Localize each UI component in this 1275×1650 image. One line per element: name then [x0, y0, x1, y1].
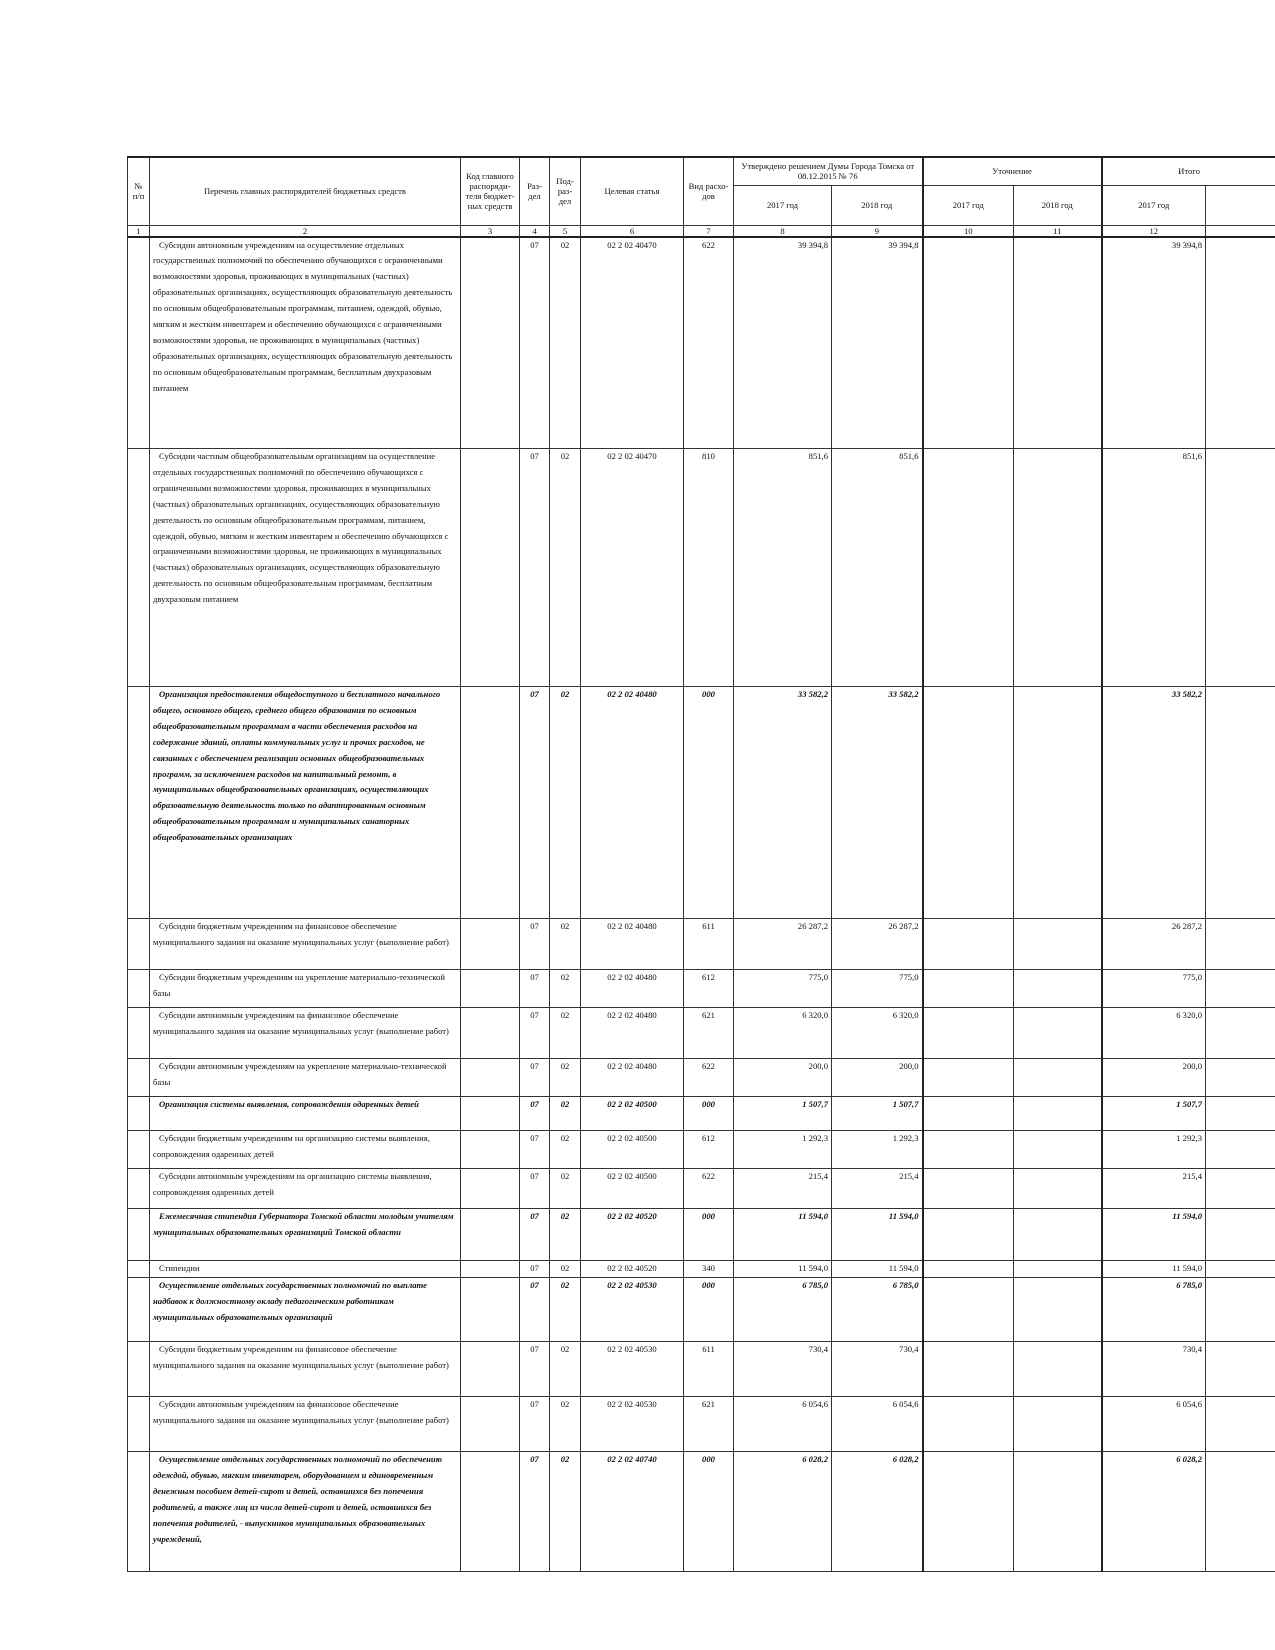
row-approved-2017: 26 287,2 — [734, 919, 832, 970]
row-clarify-2017 — [923, 1131, 1014, 1169]
row-grbs-code — [461, 687, 520, 919]
row-number — [128, 1278, 150, 1342]
row-expense-type: 621 — [684, 1397, 734, 1452]
row-razdel: 07 — [520, 687, 550, 919]
row-description: Стипендии — [150, 1261, 461, 1278]
row-expense-type: 621 — [684, 1008, 734, 1059]
row-total-2017: 215,4 — [1102, 1169, 1206, 1209]
row-description: Субсидии бюджетным учреждениям на финансовое обеспечение муниципального задания на оказание муниципальных услуг (выполнение работ) — [150, 919, 461, 970]
row-target-article: 02 2 02 40530 — [581, 1342, 684, 1397]
header-clarify-2018: 2018 год — [1014, 185, 1102, 225]
row-podrazdel: 02 — [550, 1008, 581, 1059]
row-grbs-code — [461, 1169, 520, 1209]
row-description: Субсидии бюджетным учреждениям на укрепление материально-технической базы — [150, 970, 461, 1008]
row-target-article: 02 2 02 40520 — [581, 1209, 684, 1261]
row-description: Субсидии частным общеобразовательным организациям на осуществление отдельных государственных полномочий по обеспечению обучающихся с ограниченными возможностями здоровья, проживающих в муниципальных (частных) образовательных организациях, осуществляющих образовательную деятельность по основным общеобразовательным программам, питанием, одеждой, обувью, мягким и жестким инвентарем и обеспечению обучающихся с ограниченными возможностями здоровья, не проживающих в муниципальных (частных) образовательных организациях, осуществляющих образовательную деятельность по основным общеобразовательным программам, бесплатным двухразовым питанием — [150, 449, 461, 687]
row-total-2018-cut — [1206, 237, 1275, 449]
row-total-2017: 11 594,0 — [1102, 1261, 1206, 1278]
row-total-2018-cut — [1206, 970, 1275, 1008]
row-clarify-2018 — [1014, 970, 1102, 1008]
row-razdel: 07 — [520, 1209, 550, 1261]
row-approved-2017: 11 594,0 — [734, 1209, 832, 1261]
row-approved-2018: 6 785,0 — [832, 1278, 923, 1342]
row-expense-type: 340 — [684, 1261, 734, 1278]
table-row — [128, 1008, 1275, 1059]
row-grbs-code — [461, 1278, 520, 1342]
row-target-article: 02 2 02 40500 — [581, 1169, 684, 1209]
row-clarify-2018 — [1014, 1097, 1102, 1131]
row-total-2017: 775,0 — [1102, 970, 1206, 1008]
row-expense-type: 612 — [684, 1131, 734, 1169]
row-podrazdel: 02 — [550, 1397, 581, 1452]
row-total-2017: 1 507,7 — [1102, 1097, 1206, 1131]
row-grbs-code — [461, 1059, 520, 1097]
row-total-2018-cut — [1206, 687, 1275, 919]
row-clarify-2017 — [923, 1397, 1014, 1452]
row-total-2017: 200,0 — [1102, 1059, 1206, 1097]
header-total-2018-cut — [1206, 185, 1275, 225]
row-total-2018-cut — [1206, 1452, 1275, 1572]
row-description: Субсидии автономным учреждениям на финансовое обеспечение муниципального задания на оказание муниципальных услуг (выполнение работ) — [150, 1397, 461, 1452]
row-target-article: 02 2 02 40500 — [581, 1131, 684, 1169]
row-podrazdel: 02 — [550, 1342, 581, 1397]
row-clarify-2017 — [923, 1209, 1014, 1261]
row-grbs-code — [461, 1209, 520, 1261]
row-number — [128, 1209, 150, 1261]
row-number — [128, 970, 150, 1008]
row-clarify-2018 — [1014, 919, 1102, 970]
row-total-2017: 6 054,6 — [1102, 1397, 1206, 1452]
row-clarify-2017 — [923, 1278, 1014, 1342]
row-target-article: 02 2 02 40530 — [581, 1278, 684, 1342]
row-grbs-code — [461, 237, 520, 449]
row-podrazdel: 02 — [550, 919, 581, 970]
row-target-article: 02 2 02 40480 — [581, 970, 684, 1008]
column-number: 1 — [128, 225, 150, 237]
row-target-article: 02 2 02 40530 — [581, 1397, 684, 1452]
table-row — [128, 1261, 1275, 1278]
row-clarify-2017 — [923, 970, 1014, 1008]
row-approved-2017: 39 394,8 — [734, 237, 832, 449]
row-podrazdel: 02 — [550, 970, 581, 1008]
row-grbs-code — [461, 1397, 520, 1452]
row-approved-2018: 6 320,0 — [832, 1008, 923, 1059]
row-razdel: 07 — [520, 1169, 550, 1209]
row-expense-type: 000 — [684, 687, 734, 919]
row-podrazdel: 02 — [550, 1131, 581, 1169]
row-approved-2017: 6 054,6 — [734, 1397, 832, 1452]
row-podrazdel: 02 — [550, 1261, 581, 1278]
row-approved-2017: 33 582,2 — [734, 687, 832, 919]
row-clarify-2018 — [1014, 1261, 1102, 1278]
row-podrazdel: 02 — [550, 449, 581, 687]
row-grbs-code — [461, 970, 520, 1008]
row-grbs-code — [461, 1131, 520, 1169]
row-clarify-2018 — [1014, 1209, 1102, 1261]
row-clarify-2017 — [923, 1452, 1014, 1572]
row-clarify-2017 — [923, 687, 1014, 919]
header-total: Итого — [1102, 157, 1275, 185]
row-total-2018-cut — [1206, 1342, 1275, 1397]
row-approved-2018: 33 582,2 — [832, 687, 923, 919]
row-expense-type: 000 — [684, 1209, 734, 1261]
row-description: Организация предоставления общедоступного и бесплатного начального общего, основного общего, среднего общего образования по основным общеобразовательным программам в части обеспечения расходов на содержание зданий, оплаты коммунальных услуг и прочих расходов, не связанных с обеспечением реализации основных общеобразовательных программ, за исключением расходов на капитальный ремонт, в муниципальных общеобразовательных организациях, осуществляющих образовательную деятельность только по адаптированным основным общеобразовательным программам и муниципальных санаторных общеобразовательных организациях — [150, 687, 461, 919]
row-podrazdel: 02 — [550, 1209, 581, 1261]
table-row — [128, 237, 1275, 449]
column-number: 7 — [684, 225, 734, 237]
row-expense-type: 611 — [684, 1342, 734, 1397]
row-approved-2017: 1 507,7 — [734, 1097, 832, 1131]
row-razdel: 07 — [520, 1397, 550, 1452]
row-clarify-2017 — [923, 237, 1014, 449]
row-razdel: 07 — [520, 449, 550, 687]
row-expense-type: 611 — [684, 919, 734, 970]
header-grbs-code: Код главного распоряди-теля бюджет-ных средств — [461, 157, 520, 225]
row-total-2018-cut — [1206, 1278, 1275, 1342]
column-number: 2 — [150, 225, 461, 237]
row-target-article: 02 2 02 40470 — [581, 237, 684, 449]
budget-table — [127, 156, 1275, 1572]
row-grbs-code — [461, 1342, 520, 1397]
column-number: 10 — [923, 225, 1014, 237]
table-row — [128, 919, 1275, 970]
row-podrazdel: 02 — [550, 1169, 581, 1209]
column-number: 5 — [550, 225, 581, 237]
row-podrazdel: 02 — [550, 1059, 581, 1097]
column-number: 6 — [581, 225, 684, 237]
row-description: Субсидии автономным учреждениям на укрепление материально-технической базы — [150, 1059, 461, 1097]
column-number: 4 — [520, 225, 550, 237]
row-total-2017: 851,6 — [1102, 449, 1206, 687]
row-number — [128, 449, 150, 687]
column-numbers-row — [128, 225, 1275, 237]
row-number — [128, 1261, 150, 1278]
header-approved-2018: 2018 год — [832, 185, 923, 225]
row-approved-2018: 775,0 — [832, 970, 923, 1008]
row-razdel: 07 — [520, 1059, 550, 1097]
row-approved-2018: 1 292,3 — [832, 1131, 923, 1169]
row-clarify-2018 — [1014, 1131, 1102, 1169]
row-number — [128, 1342, 150, 1397]
row-total-2018-cut — [1206, 449, 1275, 687]
row-razdel: 07 — [520, 237, 550, 449]
row-total-2018-cut — [1206, 1261, 1275, 1278]
row-clarify-2018 — [1014, 1059, 1102, 1097]
row-total-2018-cut — [1206, 1209, 1275, 1261]
row-expense-type: 622 — [684, 1059, 734, 1097]
header-target-article: Целевая статья — [581, 157, 684, 225]
table-row — [128, 1097, 1275, 1131]
row-description: Ежемесячная стипендия Губернатора Томской области молодым учителям муниципальных образовательных организаций Томской области — [150, 1209, 461, 1261]
row-razdel: 07 — [520, 1452, 550, 1572]
header-expense-type: Вид расхо-дов — [684, 157, 734, 225]
row-number — [128, 1097, 150, 1131]
row-expense-type: 612 — [684, 970, 734, 1008]
row-podrazdel: 02 — [550, 687, 581, 919]
table-row — [128, 449, 1275, 687]
row-target-article: 02 2 02 40470 — [581, 449, 684, 687]
row-approved-2018: 200,0 — [832, 1059, 923, 1097]
row-approved-2017: 851,6 — [734, 449, 832, 687]
header-no: № п/п — [128, 157, 150, 225]
row-approved-2017: 1 292,3 — [734, 1131, 832, 1169]
row-target-article: 02 2 02 40500 — [581, 1097, 684, 1131]
table-row — [128, 1452, 1275, 1572]
row-clarify-2017 — [923, 1097, 1014, 1131]
row-target-article: 02 2 02 40480 — [581, 687, 684, 919]
row-total-2018-cut — [1206, 1131, 1275, 1169]
row-approved-2018: 6 054,6 — [832, 1397, 923, 1452]
row-razdel: 07 — [520, 919, 550, 970]
row-clarify-2018 — [1014, 1397, 1102, 1452]
row-razdel: 07 — [520, 1097, 550, 1131]
row-expense-type: 000 — [684, 1278, 734, 1342]
row-number — [128, 237, 150, 449]
row-grbs-code — [461, 449, 520, 687]
row-clarify-2018 — [1014, 237, 1102, 449]
row-podrazdel: 02 — [550, 1452, 581, 1572]
row-target-article: 02 2 02 40520 — [581, 1261, 684, 1278]
row-target-article: 02 2 02 40740 — [581, 1452, 684, 1572]
table-row — [128, 1209, 1275, 1261]
row-number — [128, 1397, 150, 1452]
table-row — [128, 1397, 1275, 1452]
row-grbs-code — [461, 1097, 520, 1131]
row-total-2018-cut — [1206, 1008, 1275, 1059]
row-grbs-code — [461, 919, 520, 970]
row-razdel: 07 — [520, 1342, 550, 1397]
row-clarify-2018 — [1014, 449, 1102, 687]
row-clarify-2017 — [923, 1008, 1014, 1059]
row-number — [128, 1452, 150, 1572]
row-razdel: 07 — [520, 1261, 550, 1278]
row-total-2017: 730,4 — [1102, 1342, 1206, 1397]
table-row — [128, 687, 1275, 919]
row-approved-2018: 851,6 — [832, 449, 923, 687]
row-number — [128, 919, 150, 970]
row-approved-2018: 6 028,2 — [832, 1452, 923, 1572]
row-approved-2018: 11 594,0 — [832, 1209, 923, 1261]
row-razdel: 07 — [520, 1008, 550, 1059]
row-razdel: 07 — [520, 1278, 550, 1342]
header-total-2017: 2017 год — [1102, 185, 1206, 225]
header-approved-2017: 2017 год — [734, 185, 832, 225]
row-description: Осуществление отдельных государственных полномочий по обеспечению одеждой, обувью, мягким инвентарем, оборудованием и единовременным денежным пособием детей-сирот и детей, оставшихся без попечения родителей, а также лиц из числа детей-сирот и детей, оставшихся без попечения родителей, - выпускников муниципальных образовательных учреждений, — [150, 1452, 461, 1572]
row-approved-2017: 200,0 — [734, 1059, 832, 1097]
row-number — [128, 1169, 150, 1209]
row-total-2017: 26 287,2 — [1102, 919, 1206, 970]
row-clarify-2018 — [1014, 1342, 1102, 1397]
row-clarify-2017 — [923, 1342, 1014, 1397]
row-clarify-2018 — [1014, 1452, 1102, 1572]
row-clarify-2018 — [1014, 1169, 1102, 1209]
row-clarify-2018 — [1014, 1278, 1102, 1342]
row-total-2017: 6 028,2 — [1102, 1452, 1206, 1572]
row-target-article: 02 2 02 40480 — [581, 1008, 684, 1059]
row-total-2017: 6 320,0 — [1102, 1008, 1206, 1059]
row-approved-2017: 6 028,2 — [734, 1452, 832, 1572]
header-approved: Утверждено решением Думы Города Томска от 08.12.2015 № 76 — [734, 157, 923, 185]
column-number-cut — [1206, 225, 1275, 237]
table-row — [128, 1059, 1275, 1097]
column-number: 11 — [1014, 225, 1102, 237]
row-clarify-2017 — [923, 449, 1014, 687]
row-total-2017: 6 785,0 — [1102, 1278, 1206, 1342]
row-podrazdel: 02 — [550, 1278, 581, 1342]
row-approved-2018: 39 394,8 — [832, 237, 923, 449]
row-total-2018-cut — [1206, 1059, 1275, 1097]
row-clarify-2018 — [1014, 1008, 1102, 1059]
row-clarify-2017 — [923, 919, 1014, 970]
row-clarify-2017 — [923, 1169, 1014, 1209]
row-total-2017: 11 594,0 — [1102, 1209, 1206, 1261]
row-grbs-code — [461, 1452, 520, 1572]
row-number — [128, 1059, 150, 1097]
row-approved-2017: 6 785,0 — [734, 1278, 832, 1342]
row-description: Субсидии автономным учреждениям на осуществление отдельных государственных полномочий по обеспечению обучающихся с ограниченными возможностями здоровья, проживающих в муниципальных (частных) образовательных организациях, осуществляющих образовательную деятельность по основным общеобразовательным программам, питанием, одеждой, обувью, мягким и жестким инвентарем и обеспечению обучающихся с ограниченными возможностями здоровья, не проживающих в муниципальных (частных) образовательных организациях, осуществляющих образовательную деятельность по основным общеобразовательным программам, бесплатным двухразовым питанием — [150, 237, 461, 449]
row-approved-2018: 26 287,2 — [832, 919, 923, 970]
row-grbs-code — [461, 1261, 520, 1278]
row-description: Субсидии автономным учреждениям на организацию системы выявления, сопровождения одаренных детей — [150, 1169, 461, 1209]
row-approved-2017: 6 320,0 — [734, 1008, 832, 1059]
row-clarify-2017 — [923, 1261, 1014, 1278]
row-description: Субсидии бюджетным учреждениям на финансовое обеспечение муниципального задания на оказание муниципальных услуг (выполнение работ) — [150, 1342, 461, 1397]
row-approved-2017: 215,4 — [734, 1169, 832, 1209]
header-clarification: Уточнение — [923, 157, 1102, 185]
row-podrazdel: 02 — [550, 1097, 581, 1131]
row-clarify-2017 — [923, 1059, 1014, 1097]
header-razdel: Раз-дел — [520, 157, 550, 225]
table-row — [128, 1278, 1275, 1342]
column-number: 9 — [832, 225, 923, 237]
row-total-2017: 39 394,8 — [1102, 237, 1206, 449]
row-expense-type: 000 — [684, 1097, 734, 1131]
row-description: Осуществление отдельных государственных полномочий по выплате надбавок к должностному окладу педагогическим работникам муниципальных образовательных организаций — [150, 1278, 461, 1342]
row-expense-type: 000 — [684, 1452, 734, 1572]
column-number: 8 — [734, 225, 832, 237]
row-razdel: 07 — [520, 1131, 550, 1169]
row-grbs-code — [461, 1008, 520, 1059]
row-description: Субсидии автономным учреждениям на финансовое обеспечение муниципального задания на оказание муниципальных услуг (выполнение работ) — [150, 1008, 461, 1059]
row-clarify-2018 — [1014, 687, 1102, 919]
row-total-2018-cut — [1206, 1397, 1275, 1452]
table-row — [128, 1342, 1275, 1397]
row-total-2017: 1 292,3 — [1102, 1131, 1206, 1169]
row-target-article: 02 2 02 40480 — [581, 1059, 684, 1097]
row-razdel: 07 — [520, 970, 550, 1008]
row-approved-2017: 775,0 — [734, 970, 832, 1008]
row-podrazdel: 02 — [550, 237, 581, 449]
header-description: Перечень главных распорядителей бюджетных средств — [150, 157, 461, 225]
table-row — [128, 1169, 1275, 1209]
row-approved-2017: 11 594,0 — [734, 1261, 832, 1278]
row-total-2017: 33 582,2 — [1102, 687, 1206, 919]
row-number — [128, 687, 150, 919]
row-approved-2018: 215,4 — [832, 1169, 923, 1209]
row-number — [128, 1008, 150, 1059]
row-target-article: 02 2 02 40480 — [581, 919, 684, 970]
row-approved-2018: 1 507,7 — [832, 1097, 923, 1131]
row-description: Организация системы выявления, сопровождения одаренных детей — [150, 1097, 461, 1131]
table-row — [128, 970, 1275, 1008]
row-total-2018-cut — [1206, 1169, 1275, 1209]
row-number — [128, 1131, 150, 1169]
row-approved-2018: 730,4 — [832, 1342, 923, 1397]
header-podrazdel: Под-раз-дел — [550, 157, 581, 225]
row-expense-type: 622 — [684, 237, 734, 449]
row-total-2018-cut — [1206, 1097, 1275, 1131]
row-expense-type: 622 — [684, 1169, 734, 1209]
row-total-2018-cut — [1206, 919, 1275, 970]
row-expense-type: 810 — [684, 449, 734, 687]
column-number: 12 — [1102, 225, 1206, 237]
header-clarify-2017: 2017 год — [923, 185, 1014, 225]
row-approved-2018: 11 594,0 — [832, 1261, 923, 1278]
row-description: Субсидии бюджетным учреждениям на организацию системы выявления, сопровождения одаренных детей — [150, 1131, 461, 1169]
column-number: 3 — [461, 225, 520, 237]
row-approved-2017: 730,4 — [734, 1342, 832, 1397]
table-row — [128, 1131, 1275, 1169]
budget-table-sheet — [127, 156, 1275, 1572]
